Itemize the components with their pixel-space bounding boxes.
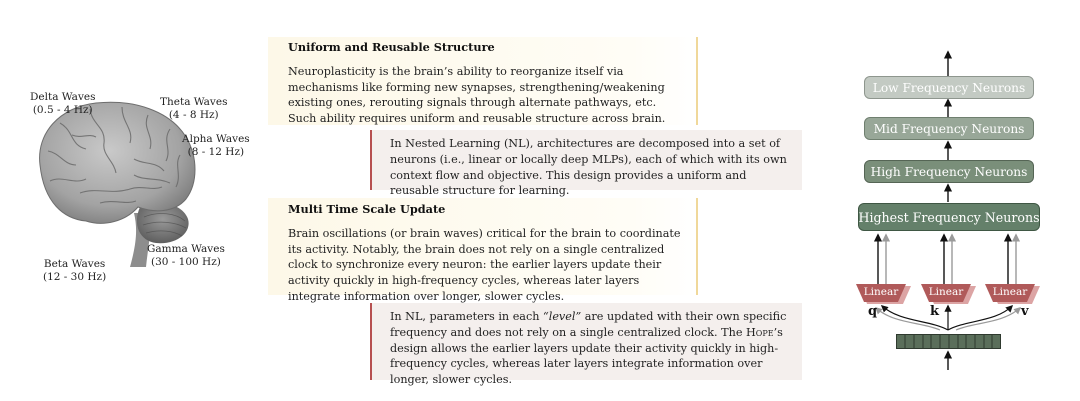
k-label: k — [930, 304, 940, 319]
multiscale-body: Brain oscillations (or brain waves) critical for the brain to coordinate its activity. Notably, the brain does not rely on a single centralized clock to synchronize every neuron: the earlier layers update their activity quickly in high-frequency cycles, whereas later layers integrate information over longer, slower cycles. — [288, 226, 681, 303]
linear-label-k: Linear — [928, 286, 964, 298]
high-frequency-neurons: High Frequency Neurons — [864, 160, 1034, 183]
q-label: q — [868, 304, 878, 319]
delta-wave-label: Delta Waves (0.5 - 4 Hz) — [30, 91, 96, 116]
nl-uniform-section — [370, 130, 802, 198]
linear-label-v: Linear — [992, 286, 1028, 298]
beta-wave-label: Beta Waves (12 - 30 Hz) — [43, 258, 107, 283]
input-token-row — [896, 334, 1002, 350]
uniform-structure-section — [268, 37, 698, 125]
nl-multiscale-body: In NL, parameters in each “level” are updated with their own specific frequency and does not rely on a single centralized clock. The Hope’s design allows the earlier layers update their activity quickly in high-frequency cycles, whereas later layers integrate information over longer, slower cycles. — [390, 310, 787, 387]
uniform-structure-body: Neuroplasticity is the brain’s ability to reorganize itself via mechanisms like forming new synapses, strengthening/weakening existing ones, rerouting signals through alternate pathways, etc. Such ability requires uniform and reusable structure across brain. — [288, 64, 666, 126]
linear-label-q: Linear — [863, 286, 899, 298]
v-label: v — [1021, 304, 1029, 319]
level-term: “level” — [543, 310, 582, 323]
nl-multiscale-section — [370, 303, 802, 387]
gamma-wave-label: Gamma Waves (30 - 100 Hz) — [147, 243, 225, 268]
multiscale-section — [268, 198, 698, 303]
low-frequency-neurons: Low Frequency Neurons — [864, 76, 1034, 99]
nl-uniform-body: In Nested Learning (NL), architectures are decomposed into a set of neurons (i.e., linear or locally deep MLPs), each of which with its own context flow and objective. This design provides a uniform and reusable structure for learning. — [390, 137, 787, 198]
alpha-wave-label: Alpha Waves (8 - 12 Hz) — [182, 133, 250, 158]
uniform-structure-title: Uniform and Reusable Structure — [288, 40, 495, 54]
multiscale-title: Multi Time Scale Update — [288, 202, 446, 216]
theta-wave-label: Theta Waves (4 - 8 Hz) — [160, 96, 228, 121]
highest-frequency-neurons: Highest Frequency Neurons — [858, 203, 1040, 231]
hope-name: Hope — [746, 325, 774, 339]
mid-frequency-neurons: Mid Frequency Neurons — [864, 117, 1034, 140]
